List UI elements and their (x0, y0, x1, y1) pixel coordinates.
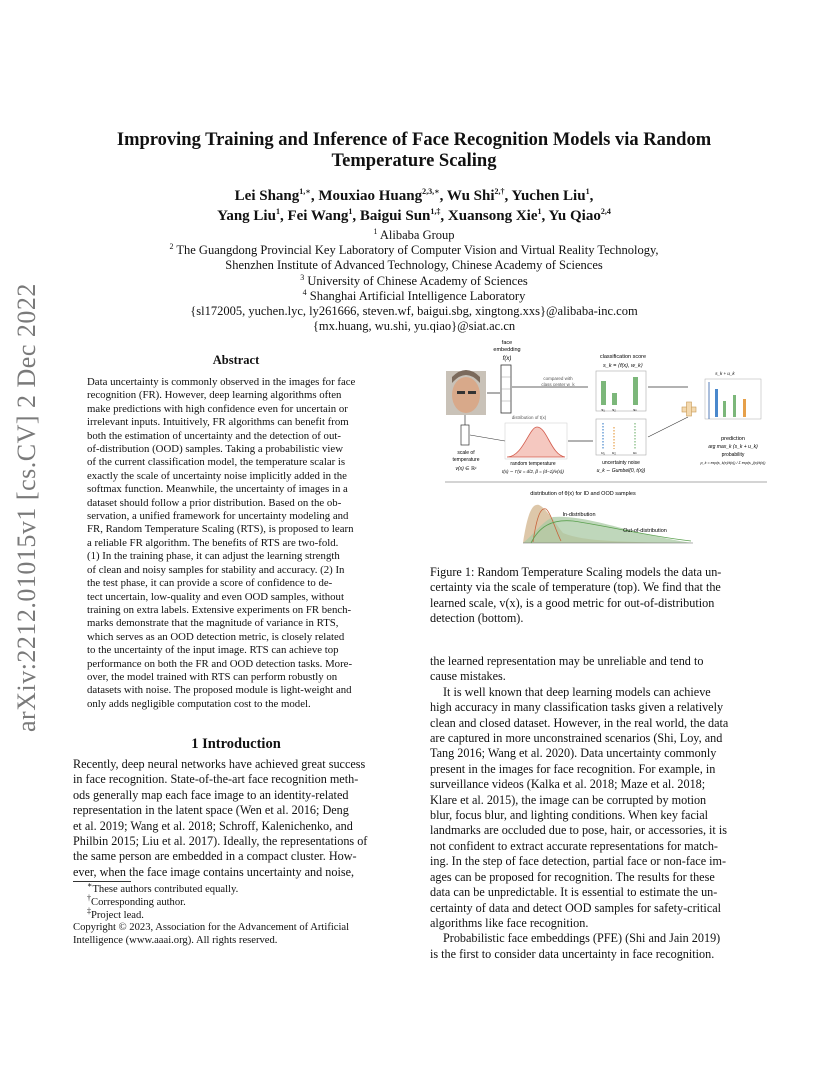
body-line: algorithms like face recognition. (430, 915, 589, 930)
footnote-mark: ‡ (87, 906, 91, 916)
classification-score-label: classification score (599, 354, 647, 360)
footnote-text: Corresponding author. (91, 896, 186, 908)
probability-label: p_k = exp(s_k(x)/t(x)) / Σ exp(s_j(x)/t(x)) (700, 461, 766, 465)
affiliation-2b: Shenzhen Institute of Advanced Technology, Chinese Academy of Sciences (225, 258, 603, 273)
ood-histogram (523, 505, 693, 543)
body-line: data can be unpredictable. It is essential to estimate the un- (430, 885, 718, 900)
abstract-line: marks demonstrate that the magnitude of variance in RTS, (87, 617, 339, 630)
intro-line: the same person are embedded in a compact cluster. How- (73, 849, 357, 864)
body-line: ing. In the step of face detection, partial face or non-face im- (430, 854, 727, 869)
author-affil-mark: 2,3,∗ (422, 187, 440, 196)
author-affil-mark: 1,‡ (430, 207, 441, 216)
footnote-rule (73, 881, 131, 882)
arrow-noise-to-plus (648, 417, 688, 437)
body-line: the learned representation may be unreliable and tend to (430, 654, 704, 668)
abstract-line: Data uncertainty is commonly observed in the images for face (87, 376, 356, 388)
footnote-equal-contribution (73, 880, 403, 897)
affil-number: 4 (302, 287, 307, 297)
author-name: Yang Liu (217, 208, 276, 224)
footnotes (73, 880, 403, 948)
author-name: Lei Shang (234, 188, 300, 204)
caption-line: learned scale, v(x), is a good metric for out-of-distribution (430, 595, 715, 610)
abstract-line: datasets with noise. The proposed module is light-weight and (87, 684, 352, 697)
intro-line: et al. 2019; Wang et al. 2018; Schroff, Kalenichenko, and (73, 818, 353, 833)
uncertainty-noise-label: u_k ∼ Gumbel(0, t(x)) (596, 468, 646, 474)
abstract-heading: Abstract (212, 353, 260, 367)
scale-label: scale of (457, 450, 475, 456)
face-embedding-label: f(x) (502, 356, 512, 362)
score-tick: s₁ (601, 407, 605, 412)
affil-text: The Guangdong Provincial Key Laboratory of Computer Vision and Virtual Reality Technology, (176, 243, 659, 258)
uncertainty-noise-label: uncertainty noise (602, 460, 640, 466)
body-line: Tang 2016; Wang et al. 2020). Data uncertainty commonly (430, 746, 717, 761)
figure-1-diagram (443, 337, 769, 557)
body-line: is the first to consider data uncertainty in face recognition. (430, 946, 715, 961)
author-affil-mark: 1 (537, 207, 542, 216)
abstract-line: softmax function. Meanwhile, the uncertainty of images in a (87, 483, 348, 496)
abstract-line: of the current classification model, the temperature scalar is (87, 456, 346, 469)
author-name: Wu Shi (446, 188, 495, 204)
title-line-2: Temperature Scaling (331, 151, 497, 171)
noise-tick: u₂ (612, 450, 616, 455)
classification-score-label: s_k = ⟨f(x), w_k⟩ (603, 363, 643, 369)
abstract-line: FR, Random Temperature Scaling (RTS), is proposed to learn (87, 523, 354, 536)
scale-label: v(x) ∈ ℝ¹ (455, 466, 477, 472)
prediction-bar (723, 401, 726, 417)
body-line: cause mistakes. (430, 669, 506, 684)
body-line: It is well known that deep learning models can achieve (443, 684, 711, 699)
temperature-scale-vector (461, 425, 469, 445)
abstract-line: recognition (FR). However, deep learning algorithms often (87, 389, 342, 402)
footnote-mark: † (87, 893, 91, 903)
affiliation-3 (80, 274, 748, 289)
caption-line: detection (bottom). (430, 611, 524, 626)
body-line: not confident to extract accurate representations for match- (430, 838, 718, 853)
body-line: Probabilistic face embeddings (PFE) (Shi and Jain 2019) (443, 931, 721, 946)
right-column-body (430, 654, 757, 962)
intro-line: ods generally map each face image to an identity-related (73, 787, 349, 802)
abstract-line: training on extra labels. Extensive experiments on FR bench- (87, 603, 352, 616)
scale-label: temperature (452, 457, 480, 463)
prediction-bar (715, 389, 718, 417)
intro-line: in face recognition. State-of-the-art face recognition meth- (73, 772, 359, 787)
abstract-line: over, the model trained with RTS can perform robustly on (87, 670, 338, 683)
author-name: Yuchen Liu (511, 188, 586, 204)
affiliation-1 (80, 228, 748, 243)
probability-label: probability (721, 452, 745, 458)
affiliations (80, 228, 748, 334)
author-affil-mark: 2,4 (600, 207, 611, 216)
prediction-bar (743, 399, 746, 417)
abstract-line: make predictions with high confidence even for uncertain or (87, 402, 348, 415)
sum-label: s_k + u_k (715, 371, 735, 376)
abstract-line: which serves as an OOD detection metric, is closely related (87, 630, 345, 643)
author-name: Xuansong Xie (447, 208, 538, 224)
author-list (80, 186, 748, 226)
arrow-scale-to-distribution (470, 435, 505, 441)
caption-line: certainty via the scale of temperature (top). We find that the (430, 580, 721, 595)
footnote-corresponding-author (73, 893, 403, 910)
author-name: Yu Qiao (548, 208, 601, 224)
body-line: Klare et al. 2015), the image can be corrupted by motion (430, 792, 707, 807)
footnote-text: These authors contributed equally. (92, 884, 239, 895)
random-temperature-label: t(x) ∼ Γ(α = d/2, β = (d−1)/v(x)) (502, 469, 564, 474)
intro-line: representation in the latent space (Wen et al. 2016; Deng (73, 803, 349, 818)
body-line: blur, focus blur, and lighting conditions. When key facial (430, 808, 709, 823)
abstract-line: dataset should follow a prior distribution. Based on the ob- (87, 496, 342, 509)
prediction-label: arg max_k (s_k + u_k) (708, 444, 758, 450)
affil-number: 1 (373, 226, 378, 236)
prediction-label: prediction (721, 436, 745, 442)
affil-text: University of Chinese Academy of Sciences (307, 273, 528, 288)
bottom-plot-title: distribution of θ(x) for ID and OOD samples (530, 491, 636, 497)
affil-number: 3 (300, 272, 305, 282)
affil-number: 2 (169, 242, 174, 252)
abstract-body (87, 376, 385, 711)
email-line-1: {sl172005, yuchen.lyc, ly261666, steven.wf, baigui.sbg, xingtong.xxs}@alibaba-inc.com (190, 304, 638, 319)
intro-line: Recently, deep neural networks have achieved great success (73, 757, 366, 771)
face-embedding-label: embedding (493, 347, 521, 353)
author-affil-mark: 1 (348, 207, 353, 216)
footnote-mark: ∗ (87, 880, 93, 890)
body-line: landmarks are occluded due to pose, hair, or accessories, it is (430, 823, 727, 838)
figure-1-caption (430, 565, 757, 627)
legend-in-distribution: In-distribution (562, 512, 596, 518)
body-line: clean and closed dataset. However, in the real world, the data (430, 715, 729, 730)
body-line: high accuracy in many classification tasks given a relatively (430, 700, 724, 715)
score-bar (601, 381, 606, 405)
noise-distributions (603, 423, 635, 449)
body-line: ages can be proposed for recognition. The results for these (430, 869, 715, 884)
abstract-line: to the uncertainty of the input image. RTS can achieve top (87, 644, 339, 657)
author-affil-mark: 1,∗ (299, 187, 311, 196)
noise-tick: u₁ (601, 450, 605, 455)
abstract-line: a reliable FR algorithm. The benefits of RTS are two-fold. (87, 536, 339, 549)
author-line-2: Yang Liu$^1$, Fei Wang$^1$, Baigui Sun$^{1,\ddagger}$, Xuansong Xie$^1$, Yu Qiao$^{2,4}$ (217, 207, 611, 224)
body-line: are captured in more unconstrained scenarios (Shi, Loy, and (430, 731, 723, 746)
affiliation-4 (80, 289, 748, 304)
author-affil-mark: 1 (585, 187, 590, 196)
footnote-project-lead (73, 906, 403, 923)
score-tick: sₙ (633, 407, 637, 412)
intro-line: Philbin 2015; Liu et al. 2017). Ideally, the representations of (73, 834, 368, 849)
body-line: present in the images for face recognition. For example, in (430, 761, 716, 776)
distribution-t-label: distribution of t(x) (511, 415, 547, 420)
caption-line: Figure 1: Random Temperature Scaling models the data un- (430, 565, 722, 579)
author-line-1: Lei Shang$^{1,∗}$, Mouxiao Huang$^{2,3,∗}$, Wu Shi$^{2,\dagger}$, Yuchen Liu$^1$, (234, 187, 594, 204)
abstract-line: tect uncertain, low-quality and even OOD samples, without (87, 590, 344, 603)
paper-title (80, 130, 748, 172)
abstract-line: only adds negligible computation cost to the model. (87, 697, 311, 710)
score-tick: s₂ (612, 407, 616, 412)
author-name: Fei Wang (287, 208, 349, 224)
compared-label: class center w_k (541, 382, 575, 387)
score-bar (633, 377, 638, 405)
score-bar (612, 393, 617, 405)
footnote-text: Project lead. (91, 909, 144, 921)
abstract-line: irrelevant inputs. Intuitively, FR algorithms can benefit from (87, 416, 349, 429)
copyright-line-1: Copyright © 2023, Association for the Advancement of Artificial (73, 922, 350, 934)
noise-tick: uₙ (633, 450, 637, 455)
compared-label: compared with (543, 376, 573, 381)
affiliation-2 (80, 243, 748, 258)
abstract-line: (1) In the training phase, it can adjust the learning strength (87, 550, 340, 563)
author-affil-mark: 2,† (494, 187, 505, 196)
abstract-line: performance on both the FR and OOD detection tasks. More- (87, 657, 353, 670)
legend-out-of-distribution: Out-of-distribution (623, 528, 667, 534)
abstract-line: exactly the scale of uncertainty noise implicitly added in the (87, 469, 347, 482)
email-line-2: {mx.huang, wu.shi, yu.qiao}@siat.ac.cn (312, 319, 516, 334)
plus-icon (682, 402, 696, 416)
abstract-line: both the estimation of uncertainty and the detection of out- (87, 429, 341, 442)
affil-text: Alibaba Group (379, 228, 455, 242)
section-heading-introduction: 1 Introduction (191, 736, 281, 752)
gamma-density-curve (507, 427, 565, 457)
author-name: Baigui Sun (359, 208, 431, 224)
introduction-body (73, 757, 399, 880)
arxiv-stamp: arXiv:2212.01015v1 [cs.CV] 2 Dec 2022 (12, 283, 41, 732)
random-temperature-label: random temperature (510, 461, 556, 467)
body-line: certainty of data and detect OOD samples for safety-critical (430, 900, 722, 915)
face-photo (446, 370, 486, 415)
author-name: Mouxiao Huang (318, 188, 423, 204)
copyright-line-2: Intelligence (www.aaai.org). All rights reserved. (73, 935, 278, 947)
author-affil-mark: 1 (275, 207, 280, 216)
prediction-bar (733, 395, 736, 417)
abstract-line: of clean and noisy samples for stability and accuracy. (2) In (87, 563, 345, 576)
abstract-line: the test phase, it can provide a score of confidence to de- (87, 577, 333, 590)
title-line-1: Improving Training and Inference of Face Recognition Models via Random (116, 130, 712, 150)
intro-line: ever, when the face image contains uncertainty and noise, (73, 864, 355, 879)
face-embedding-label: face (501, 340, 513, 346)
abstract-line: of-distribution (OOD) samples. Taking a probabilistic view (87, 443, 344, 456)
body-line: surveillance videos (Kalka et al. 2018; Maze et al. 2018; (430, 777, 706, 792)
affil-text: Shanghai Artificial Intelligence Laboratory (309, 288, 526, 303)
abstract-line: servation, a unified framework for uncertainty modeling and (87, 510, 349, 523)
